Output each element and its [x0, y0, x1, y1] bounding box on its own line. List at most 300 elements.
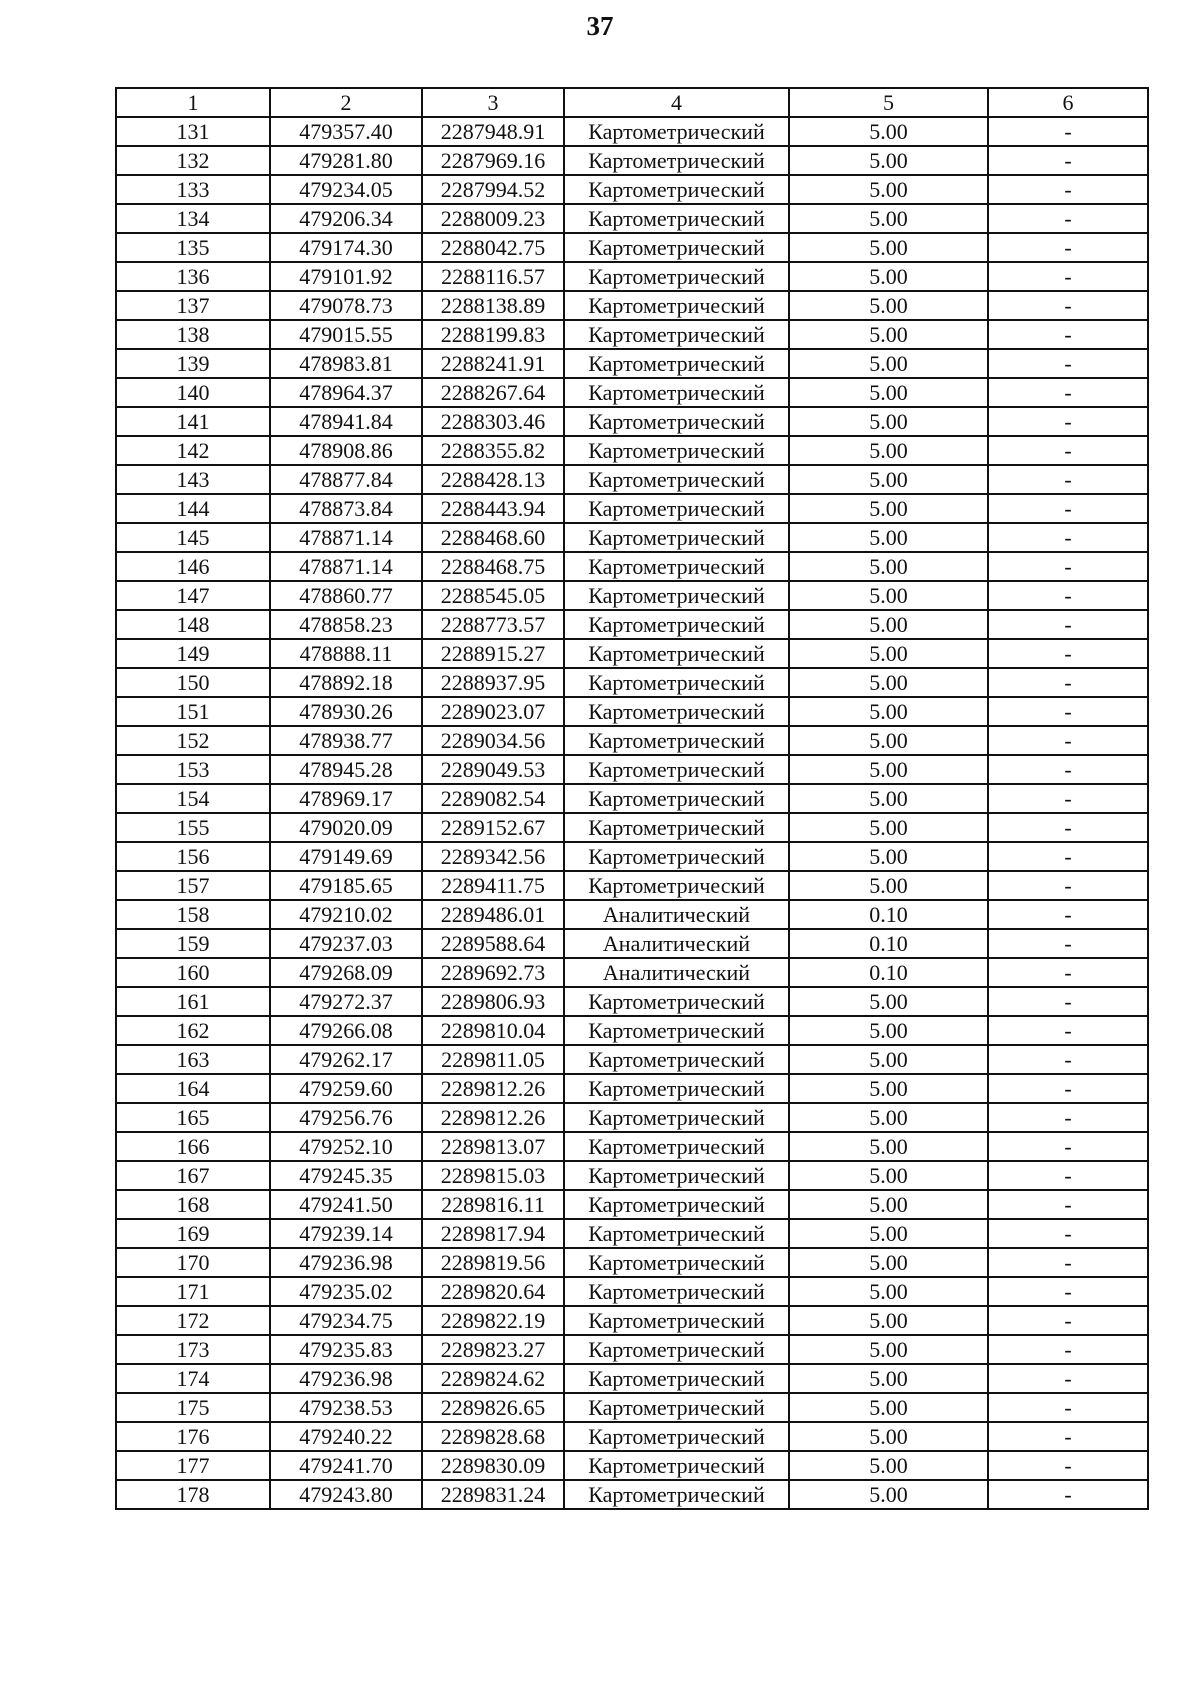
- note-cell: -: [988, 813, 1148, 842]
- x-coordinate-cell: 479281.80: [270, 146, 422, 175]
- accuracy-cell: 5.00: [789, 1016, 988, 1045]
- note-cell: -: [988, 958, 1148, 987]
- column-header: 4: [564, 88, 789, 117]
- point-number-cell: 161: [116, 987, 270, 1016]
- method-cell: Картометрический: [564, 175, 789, 204]
- x-coordinate-cell: 479240.22: [270, 1422, 422, 1451]
- method-cell: Картометрический: [564, 639, 789, 668]
- x-coordinate-cell: 479241.70: [270, 1451, 422, 1480]
- table-row: [116, 1480, 1148, 1509]
- accuracy-cell: 5.00: [789, 1045, 988, 1074]
- method-cell: Картометрический: [564, 755, 789, 784]
- point-number-cell: 157: [116, 871, 270, 900]
- point-number-cell: 150: [116, 668, 270, 697]
- y-coordinate-cell: 2288773.57: [422, 610, 564, 639]
- accuracy-cell: 0.10: [789, 929, 988, 958]
- x-coordinate-cell: 478892.18: [270, 668, 422, 697]
- y-coordinate-cell: 2288009.23: [422, 204, 564, 233]
- x-coordinate-cell: 479268.09: [270, 958, 422, 987]
- accuracy-cell: 5.00: [789, 1190, 988, 1219]
- point-number-cell: 138: [116, 320, 270, 349]
- accuracy-cell: 0.10: [789, 900, 988, 929]
- point-number-cell: 146: [116, 552, 270, 581]
- y-coordinate-cell: 2289816.11: [422, 1190, 564, 1219]
- point-number-cell: 152: [116, 726, 270, 755]
- point-number-cell: 142: [116, 436, 270, 465]
- method-cell: Картометрический: [564, 1248, 789, 1277]
- point-number-cell: 134: [116, 204, 270, 233]
- note-cell: -: [988, 552, 1148, 581]
- accuracy-cell: 5.00: [789, 581, 988, 610]
- x-coordinate-cell: 479262.17: [270, 1045, 422, 1074]
- note-cell: -: [988, 1190, 1148, 1219]
- x-coordinate-cell: 478888.11: [270, 639, 422, 668]
- point-number-cell: 141: [116, 407, 270, 436]
- point-number-cell: 170: [116, 1248, 270, 1277]
- y-coordinate-cell: 2288468.75: [422, 552, 564, 581]
- table-row: [116, 349, 1148, 378]
- y-coordinate-cell: 2289830.09: [422, 1451, 564, 1480]
- note-cell: -: [988, 900, 1148, 929]
- table-row: [116, 755, 1148, 784]
- table-row: [116, 1248, 1148, 1277]
- point-number-cell: 155: [116, 813, 270, 842]
- method-cell: Картометрический: [564, 349, 789, 378]
- point-number-cell: 158: [116, 900, 270, 929]
- x-coordinate-cell: 478930.26: [270, 697, 422, 726]
- accuracy-cell: 5.00: [789, 1132, 988, 1161]
- point-number-cell: 168: [116, 1190, 270, 1219]
- point-number-cell: 169: [116, 1219, 270, 1248]
- note-cell: -: [988, 349, 1148, 378]
- x-coordinate-cell: 479238.53: [270, 1393, 422, 1422]
- table-row: [116, 494, 1148, 523]
- method-cell: Картометрический: [564, 204, 789, 233]
- y-coordinate-cell: 2289817.94: [422, 1219, 564, 1248]
- note-cell: -: [988, 842, 1148, 871]
- point-number-cell: 164: [116, 1074, 270, 1103]
- y-coordinate-cell: 2289486.01: [422, 900, 564, 929]
- accuracy-cell: 5.00: [789, 552, 988, 581]
- method-cell: Аналитический: [564, 929, 789, 958]
- y-coordinate-cell: 2289023.07: [422, 697, 564, 726]
- y-coordinate-cell: 2287994.52: [422, 175, 564, 204]
- y-coordinate-cell: 2288042.75: [422, 233, 564, 262]
- coordinates-table: [115, 87, 1149, 1510]
- accuracy-cell: 5.00: [789, 291, 988, 320]
- point-number-cell: 173: [116, 1335, 270, 1364]
- accuracy-cell: 5.00: [789, 465, 988, 494]
- table-row: [116, 1103, 1148, 1132]
- method-cell: Картометрический: [564, 465, 789, 494]
- method-cell: Картометрический: [564, 436, 789, 465]
- accuracy-cell: 5.00: [789, 117, 988, 146]
- x-coordinate-cell: 479234.75: [270, 1306, 422, 1335]
- method-cell: Картометрический: [564, 1132, 789, 1161]
- x-coordinate-cell: 478877.84: [270, 465, 422, 494]
- y-coordinate-cell: 2289820.64: [422, 1277, 564, 1306]
- note-cell: -: [988, 1306, 1148, 1335]
- x-coordinate-cell: 479256.76: [270, 1103, 422, 1132]
- point-number-cell: 143: [116, 465, 270, 494]
- y-coordinate-cell: 2288303.46: [422, 407, 564, 436]
- point-number-cell: 154: [116, 784, 270, 813]
- method-cell: Картометрический: [564, 407, 789, 436]
- method-cell: Картометрический: [564, 1190, 789, 1219]
- y-coordinate-cell: 2289823.27: [422, 1335, 564, 1364]
- method-cell: Картометрический: [564, 784, 789, 813]
- x-coordinate-cell: 479266.08: [270, 1016, 422, 1045]
- x-coordinate-cell: 479236.98: [270, 1248, 422, 1277]
- table-row: [116, 610, 1148, 639]
- method-cell: Картометрический: [564, 233, 789, 262]
- x-coordinate-cell: 478964.37: [270, 378, 422, 407]
- method-cell: Аналитический: [564, 958, 789, 987]
- accuracy-cell: 5.00: [789, 1219, 988, 1248]
- x-coordinate-cell: 479241.50: [270, 1190, 422, 1219]
- column-header: 5: [789, 88, 988, 117]
- method-cell: Картометрический: [564, 726, 789, 755]
- point-number-cell: 145: [116, 523, 270, 552]
- accuracy-cell: 5.00: [789, 987, 988, 1016]
- note-cell: -: [988, 581, 1148, 610]
- point-number-cell: 147: [116, 581, 270, 610]
- accuracy-cell: 5.00: [789, 349, 988, 378]
- x-coordinate-cell: 479235.83: [270, 1335, 422, 1364]
- accuracy-cell: 5.00: [789, 1364, 988, 1393]
- table-body: [116, 117, 1148, 1509]
- method-cell: Картометрический: [564, 1480, 789, 1509]
- note-cell: -: [988, 726, 1148, 755]
- x-coordinate-cell: 479236.98: [270, 1364, 422, 1393]
- accuracy-cell: 0.10: [789, 958, 988, 987]
- accuracy-cell: 5.00: [789, 1277, 988, 1306]
- note-cell: -: [988, 407, 1148, 436]
- method-cell: Картометрический: [564, 291, 789, 320]
- y-coordinate-cell: 2289342.56: [422, 842, 564, 871]
- y-coordinate-cell: 2289824.62: [422, 1364, 564, 1393]
- point-number-cell: 135: [116, 233, 270, 262]
- y-coordinate-cell: 2287948.91: [422, 117, 564, 146]
- x-coordinate-cell: 479101.92: [270, 262, 422, 291]
- table-row: [116, 1045, 1148, 1074]
- accuracy-cell: 5.00: [789, 842, 988, 871]
- table-row: [116, 871, 1148, 900]
- note-cell: -: [988, 1451, 1148, 1480]
- method-cell: Картометрический: [564, 987, 789, 1016]
- method-cell: Картометрический: [564, 1422, 789, 1451]
- accuracy-cell: 5.00: [789, 1480, 988, 1509]
- column-header: 6: [988, 88, 1148, 117]
- x-coordinate-cell: 478858.23: [270, 610, 422, 639]
- method-cell: Картометрический: [564, 523, 789, 552]
- x-coordinate-cell: 479252.10: [270, 1132, 422, 1161]
- y-coordinate-cell: 2288355.82: [422, 436, 564, 465]
- method-cell: Картометрический: [564, 668, 789, 697]
- y-coordinate-cell: 2287969.16: [422, 146, 564, 175]
- y-coordinate-cell: 2289411.75: [422, 871, 564, 900]
- point-number-cell: 133: [116, 175, 270, 204]
- x-coordinate-cell: 479272.37: [270, 987, 422, 1016]
- table-row: [116, 639, 1148, 668]
- x-coordinate-cell: 478908.86: [270, 436, 422, 465]
- table-row: [116, 581, 1148, 610]
- point-number-cell: 139: [116, 349, 270, 378]
- point-number-cell: 149: [116, 639, 270, 668]
- method-cell: Картометрический: [564, 262, 789, 291]
- note-cell: -: [988, 697, 1148, 726]
- point-number-cell: 160: [116, 958, 270, 987]
- table-row: [116, 1335, 1148, 1364]
- y-coordinate-cell: 2288138.89: [422, 291, 564, 320]
- accuracy-cell: 5.00: [789, 436, 988, 465]
- method-cell: Картометрический: [564, 1335, 789, 1364]
- note-cell: -: [988, 523, 1148, 552]
- point-number-cell: 148: [116, 610, 270, 639]
- y-coordinate-cell: 2289811.05: [422, 1045, 564, 1074]
- y-coordinate-cell: 2288545.05: [422, 581, 564, 610]
- x-coordinate-cell: 478983.81: [270, 349, 422, 378]
- table-row: [116, 378, 1148, 407]
- x-coordinate-cell: 478945.28: [270, 755, 422, 784]
- x-coordinate-cell: 479237.03: [270, 929, 422, 958]
- note-cell: -: [988, 146, 1148, 175]
- accuracy-cell: 5.00: [789, 813, 988, 842]
- x-coordinate-cell: 479234.05: [270, 175, 422, 204]
- accuracy-cell: 5.00: [789, 407, 988, 436]
- note-cell: -: [988, 1074, 1148, 1103]
- method-cell: Картометрический: [564, 581, 789, 610]
- method-cell: Картометрический: [564, 1277, 789, 1306]
- column-header: 2: [270, 88, 422, 117]
- point-number-cell: 144: [116, 494, 270, 523]
- table-row: [116, 1422, 1148, 1451]
- note-cell: -: [988, 929, 1148, 958]
- accuracy-cell: 5.00: [789, 755, 988, 784]
- table-row: [116, 204, 1148, 233]
- point-number-cell: 140: [116, 378, 270, 407]
- point-number-cell: 153: [116, 755, 270, 784]
- table-row: [116, 842, 1148, 871]
- table-row: [116, 1074, 1148, 1103]
- table-row: [116, 1161, 1148, 1190]
- note-cell: -: [988, 494, 1148, 523]
- x-coordinate-cell: 479015.55: [270, 320, 422, 349]
- y-coordinate-cell: 2289082.54: [422, 784, 564, 813]
- note-cell: -: [988, 436, 1148, 465]
- method-cell: Картометрический: [564, 610, 789, 639]
- x-coordinate-cell: 478969.17: [270, 784, 422, 813]
- x-coordinate-cell: 478871.14: [270, 552, 422, 581]
- y-coordinate-cell: 2288116.57: [422, 262, 564, 291]
- accuracy-cell: 5.00: [789, 262, 988, 291]
- accuracy-cell: 5.00: [789, 378, 988, 407]
- point-number-cell: 174: [116, 1364, 270, 1393]
- x-coordinate-cell: 478860.77: [270, 581, 422, 610]
- accuracy-cell: 5.00: [789, 1161, 988, 1190]
- method-cell: Аналитический: [564, 900, 789, 929]
- y-coordinate-cell: 2288241.91: [422, 349, 564, 378]
- y-coordinate-cell: 2289810.04: [422, 1016, 564, 1045]
- column-header: 3: [422, 88, 564, 117]
- y-coordinate-cell: 2288428.13: [422, 465, 564, 494]
- table-row: [116, 1277, 1148, 1306]
- method-cell: Картометрический: [564, 697, 789, 726]
- note-cell: -: [988, 1422, 1148, 1451]
- note-cell: -: [988, 668, 1148, 697]
- x-coordinate-cell: 479243.80: [270, 1480, 422, 1509]
- note-cell: -: [988, 755, 1148, 784]
- table-row: [116, 697, 1148, 726]
- accuracy-cell: 5.00: [789, 610, 988, 639]
- accuracy-cell: 5.00: [789, 494, 988, 523]
- table-row: [116, 929, 1148, 958]
- x-coordinate-cell: 478873.84: [270, 494, 422, 523]
- table-row: [116, 1393, 1148, 1422]
- note-cell: -: [988, 1393, 1148, 1422]
- y-coordinate-cell: 2289588.64: [422, 929, 564, 958]
- table-row: [116, 1451, 1148, 1480]
- note-cell: -: [988, 233, 1148, 262]
- method-cell: Картометрический: [564, 494, 789, 523]
- note-cell: -: [988, 1364, 1148, 1393]
- note-cell: -: [988, 175, 1148, 204]
- method-cell: Картометрический: [564, 1364, 789, 1393]
- accuracy-cell: 5.00: [789, 1074, 988, 1103]
- method-cell: Картометрический: [564, 1016, 789, 1045]
- x-coordinate-cell: 479235.02: [270, 1277, 422, 1306]
- y-coordinate-cell: 2289049.53: [422, 755, 564, 784]
- table-row: [116, 262, 1148, 291]
- table-row: [116, 552, 1148, 581]
- table-row: [116, 146, 1148, 175]
- note-cell: -: [988, 871, 1148, 900]
- note-cell: -: [988, 320, 1148, 349]
- table-row: [116, 117, 1148, 146]
- note-cell: -: [988, 639, 1148, 668]
- note-cell: -: [988, 987, 1148, 1016]
- note-cell: -: [988, 1103, 1148, 1132]
- table-row: [116, 523, 1148, 552]
- method-cell: Картометрический: [564, 871, 789, 900]
- x-coordinate-cell: 479149.69: [270, 842, 422, 871]
- point-number-cell: 156: [116, 842, 270, 871]
- method-cell: Картометрический: [564, 378, 789, 407]
- note-cell: -: [988, 1277, 1148, 1306]
- note-cell: -: [988, 1016, 1148, 1045]
- x-coordinate-cell: 479357.40: [270, 117, 422, 146]
- column-header: 1: [116, 88, 270, 117]
- x-coordinate-cell: 479210.02: [270, 900, 422, 929]
- note-cell: -: [988, 465, 1148, 494]
- table-row: [116, 175, 1148, 204]
- method-cell: Картометрический: [564, 1451, 789, 1480]
- table-row: [116, 1306, 1148, 1335]
- y-coordinate-cell: 2289813.07: [422, 1132, 564, 1161]
- y-coordinate-cell: 2288937.95: [422, 668, 564, 697]
- accuracy-cell: 5.00: [789, 639, 988, 668]
- y-coordinate-cell: 2289034.56: [422, 726, 564, 755]
- y-coordinate-cell: 2289812.26: [422, 1103, 564, 1132]
- point-number-cell: 162: [116, 1016, 270, 1045]
- point-number-cell: 176: [116, 1422, 270, 1451]
- accuracy-cell: 5.00: [789, 523, 988, 552]
- accuracy-cell: 5.00: [789, 668, 988, 697]
- table-row: [116, 407, 1148, 436]
- point-number-cell: 172: [116, 1306, 270, 1335]
- table-row: [116, 668, 1148, 697]
- table-header-row: [116, 88, 1148, 117]
- accuracy-cell: 5.00: [789, 1103, 988, 1132]
- note-cell: -: [988, 378, 1148, 407]
- table-row: [116, 784, 1148, 813]
- point-number-cell: 177: [116, 1451, 270, 1480]
- y-coordinate-cell: 2289806.93: [422, 987, 564, 1016]
- point-number-cell: 165: [116, 1103, 270, 1132]
- x-coordinate-cell: 479239.14: [270, 1219, 422, 1248]
- method-cell: Картометрический: [564, 813, 789, 842]
- table-row: [116, 1219, 1148, 1248]
- method-cell: Картометрический: [564, 1074, 789, 1103]
- method-cell: Картометрический: [564, 1219, 789, 1248]
- y-coordinate-cell: 2289831.24: [422, 1480, 564, 1509]
- point-number-cell: 131: [116, 117, 270, 146]
- method-cell: Картометрический: [564, 1161, 789, 1190]
- y-coordinate-cell: 2288915.27: [422, 639, 564, 668]
- x-coordinate-cell: 479020.09: [270, 813, 422, 842]
- note-cell: -: [988, 1045, 1148, 1074]
- point-number-cell: 171: [116, 1277, 270, 1306]
- x-coordinate-cell: 479078.73: [270, 291, 422, 320]
- point-number-cell: 167: [116, 1161, 270, 1190]
- table-row: [116, 1190, 1148, 1219]
- note-cell: -: [988, 291, 1148, 320]
- accuracy-cell: 5.00: [789, 871, 988, 900]
- note-cell: -: [988, 784, 1148, 813]
- y-coordinate-cell: 2289692.73: [422, 958, 564, 987]
- method-cell: Картометрический: [564, 1306, 789, 1335]
- accuracy-cell: 5.00: [789, 697, 988, 726]
- table-row: [116, 900, 1148, 929]
- x-coordinate-cell: 479245.35: [270, 1161, 422, 1190]
- x-coordinate-cell: 479174.30: [270, 233, 422, 262]
- accuracy-cell: 5.00: [789, 1335, 988, 1364]
- method-cell: Картометрический: [564, 552, 789, 581]
- accuracy-cell: 5.00: [789, 1393, 988, 1422]
- point-number-cell: 163: [116, 1045, 270, 1074]
- method-cell: Картометрический: [564, 117, 789, 146]
- method-cell: Картометрический: [564, 1393, 789, 1422]
- accuracy-cell: 5.00: [789, 146, 988, 175]
- x-coordinate-cell: 479259.60: [270, 1074, 422, 1103]
- note-cell: -: [988, 1132, 1148, 1161]
- table-row: [116, 320, 1148, 349]
- accuracy-cell: 5.00: [789, 320, 988, 349]
- accuracy-cell: 5.00: [789, 175, 988, 204]
- table-row: [116, 233, 1148, 262]
- y-coordinate-cell: 2288199.83: [422, 320, 564, 349]
- note-cell: -: [988, 1248, 1148, 1277]
- y-coordinate-cell: 2288443.94: [422, 494, 564, 523]
- table-row: [116, 1132, 1148, 1161]
- point-number-cell: 136: [116, 262, 270, 291]
- x-coordinate-cell: 478871.14: [270, 523, 422, 552]
- point-number-cell: 159: [116, 929, 270, 958]
- x-coordinate-cell: 479206.34: [270, 204, 422, 233]
- table-row: [116, 987, 1148, 1016]
- y-coordinate-cell: 2289828.68: [422, 1422, 564, 1451]
- point-number-cell: 178: [116, 1480, 270, 1509]
